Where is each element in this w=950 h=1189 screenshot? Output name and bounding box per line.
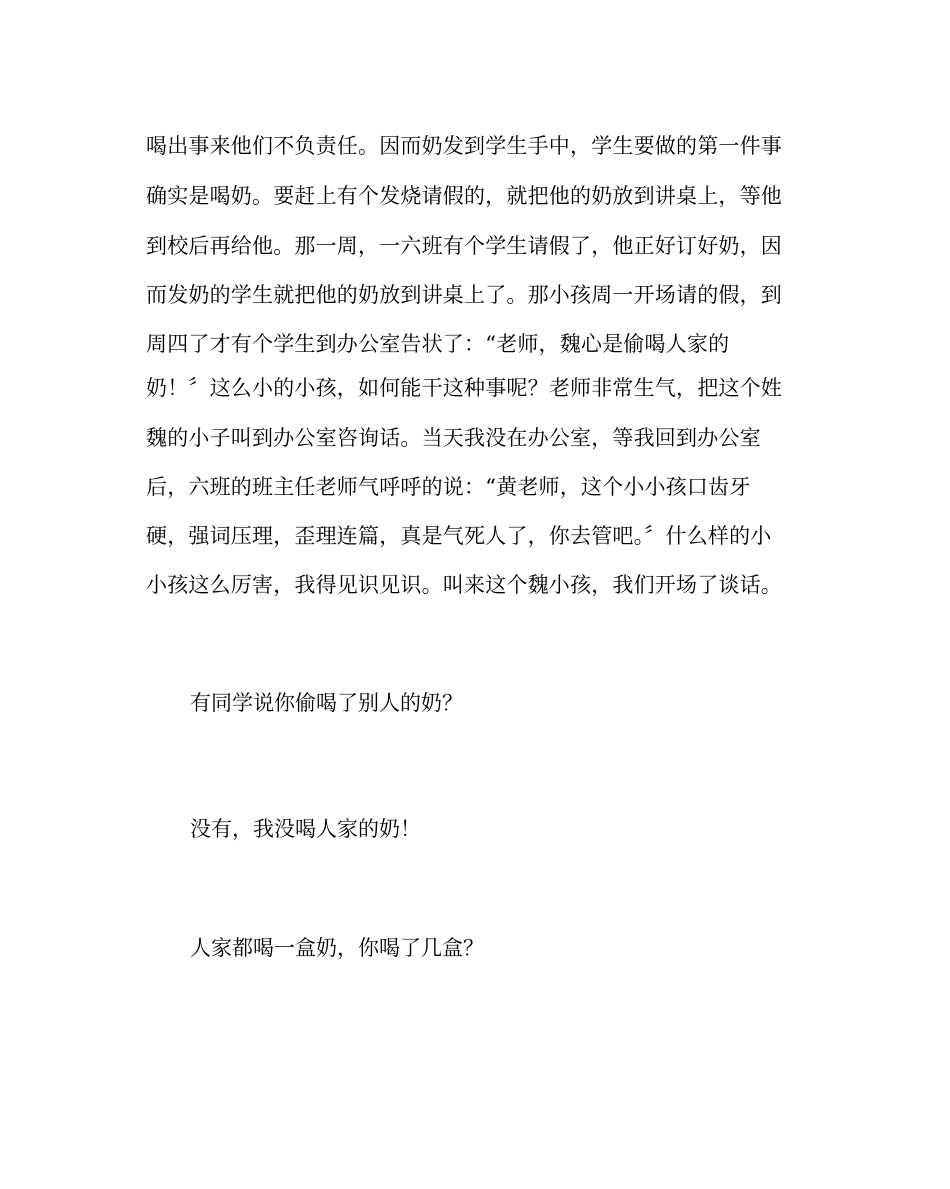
paragraph-line: 周四了才有个学生到办公室告状了：“老师，魏心是偷喝人家的 (146, 332, 730, 356)
paragraph-line: 奶！〞这么小的小孩，如何能干这种事呢？老师非常生气，把这个姓 (146, 376, 782, 400)
paragraph-line: 魏的小子叫到办公室咨询话。当天我没在办公室，等我回到办公室 (146, 426, 761, 450)
paragraph-line: 而发奶的学生就把他的奶放到讲桌上了。那小孩周一开场请的假，到 (146, 283, 782, 307)
dialogue-line-question-2: 人家都喝一盒奶，你喝了几盒？ (190, 936, 484, 960)
paragraph-line: 确实是喝奶。要赶上有个发烧请假的，就把他的奶放到讲桌上，等他 (146, 184, 782, 208)
dialogue-line-answer: 没有，我没喝人家的奶！ (190, 817, 421, 841)
paragraph-line: 后，六班的班主任老师气呼呼的说：“黄老师，这个小小孩口齿牙 (146, 475, 751, 499)
paragraph-line: 喝出事来他们不负责任。因而奶发到学生手中，学生要做的第一件事 (146, 134, 782, 158)
dialogue-line-question: 有同学说你偷喝了别人的奶？ (190, 691, 463, 715)
paragraph-line: 到校后再给他。那一周，一六班有个学生请假了，他正好订好奶，因 (146, 234, 782, 258)
paragraph-line: 硬，强词压理，歪理连篇，真是气死人了，你去管吧。〞什么样的小 (146, 524, 772, 548)
paragraph-line: 小孩这么厉害，我得见识见识。叫来这个魏小孩，我们开场了谈话。 (146, 573, 782, 597)
